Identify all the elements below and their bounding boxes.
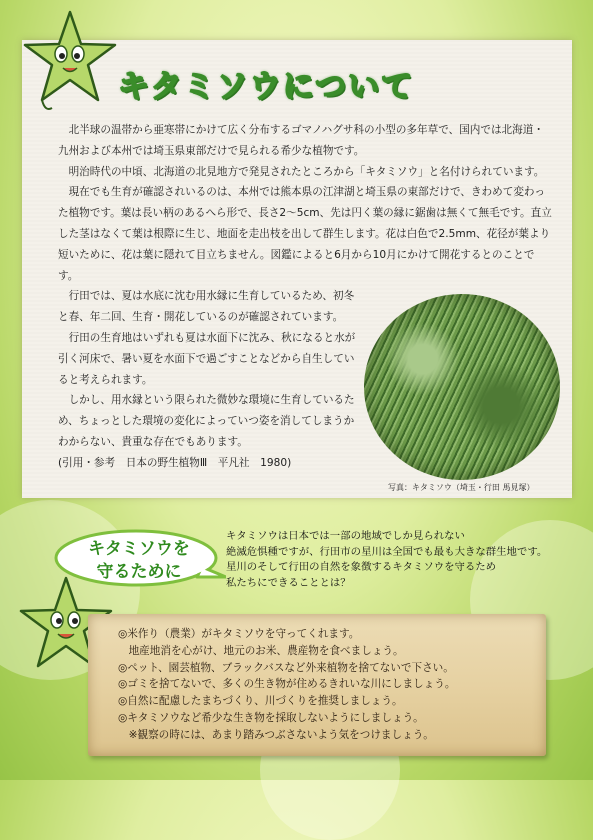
message-line: 私たちにできることとは？ [226,576,351,589]
action-item: ◎ゴミを捨てないで、多くの生き物が住めるきれいな川にしましょう。 [118,678,456,691]
message-line: 星川のそして行田の自然を象徴するキタミソウを守るため [226,561,497,573]
action-item: ◎キタミソウなど希少な生き物を採取しないようにしましょう。 [118,711,424,724]
message-line: キタミソウは日本では一部の地域でしか見られない [226,530,465,542]
grass-photo-image [364,294,560,480]
bubble-line: キタミソウを [88,539,190,559]
paragraph: 明治時代の中頃、北海道の北見地方で発見されたところから「キタミソウ」と名付けられています。 [68,165,545,178]
page-title: キタミソウについて [118,69,415,105]
action-item: ※観察の時には、あまり踏みつぶさないよう気をつけましょう。 [118,728,434,741]
action-item: ◎ペット、園芸植物、ブラックバスなど外来植物を捨てないで下さい。 [118,661,454,674]
paragraph: 行田では、夏は水底に沈む用水縁に生育しているため、初冬と春、年二回、生育・開花しているのが確認されています。 [58,290,355,324]
action-item: ◎自然に配慮したまちづくり、川づくりを推奨しましょう。 [118,695,403,708]
paragraph: 北半球の温帯から亜寒帯にかけて広く分布するゴマノハグサ科の小型の多年草で、国内では北海道・九州および本州では埼玉県東部だけで見られる希少な植物です。 [58,124,544,157]
paragraph: 行田の生育地はいずれも夏は水面下に沈み、秋になると水が引く河床で、暑い夏を水面下で過ごすことなどから自生していると考えられます。 [58,331,356,386]
bubble-line: 守るために [96,562,182,582]
paragraph: しかし、用水縁という限られた微妙な環境に生育しているため、ちょっとした環境の変化によっていつ姿を消してしまうかわからない、貴重な存在でもあります。 [58,394,355,448]
action-item: ◎米作り（農業）がキタミソウを守ってくれます。 [118,628,360,640]
citation: (引用・参考 日本の野生植物Ⅲ 平凡社 1980) [58,456,292,469]
plant-photo [358,288,566,492]
message-text [226,529,586,591]
photo-caption: 写真：キタミソウ（埼玉・行田 馬見塚） [388,483,535,492]
action-list [118,626,558,744]
action-item: 地産地消を心がけ、地元のお米、農産物を食べましょう。 [118,644,404,657]
star-mascot-icon [20,8,120,118]
message-line: 絶滅危惧種ですが、行田市の星川は全国でも最も大きな群生地です。 [226,545,548,558]
paragraph: 現在でも生育が確認されいるのは、本州では熊本県の江津湖と埼玉県の東部だけで、きわめて変わった植物です。葉は長い柄のあるへら形で、長さ2～5cm、先は円く葉の縁に鋸歯は無くて無毛です。直立した茎はなくて葉は根際に生じ、地面を走出枝を出して群生します。花は白色で2.5mm、花径が葉より短いために、花は葉に隠れて目立ちません。図鑑によると6月から10月にかけて開花するとのことです。 [58,186,552,282]
